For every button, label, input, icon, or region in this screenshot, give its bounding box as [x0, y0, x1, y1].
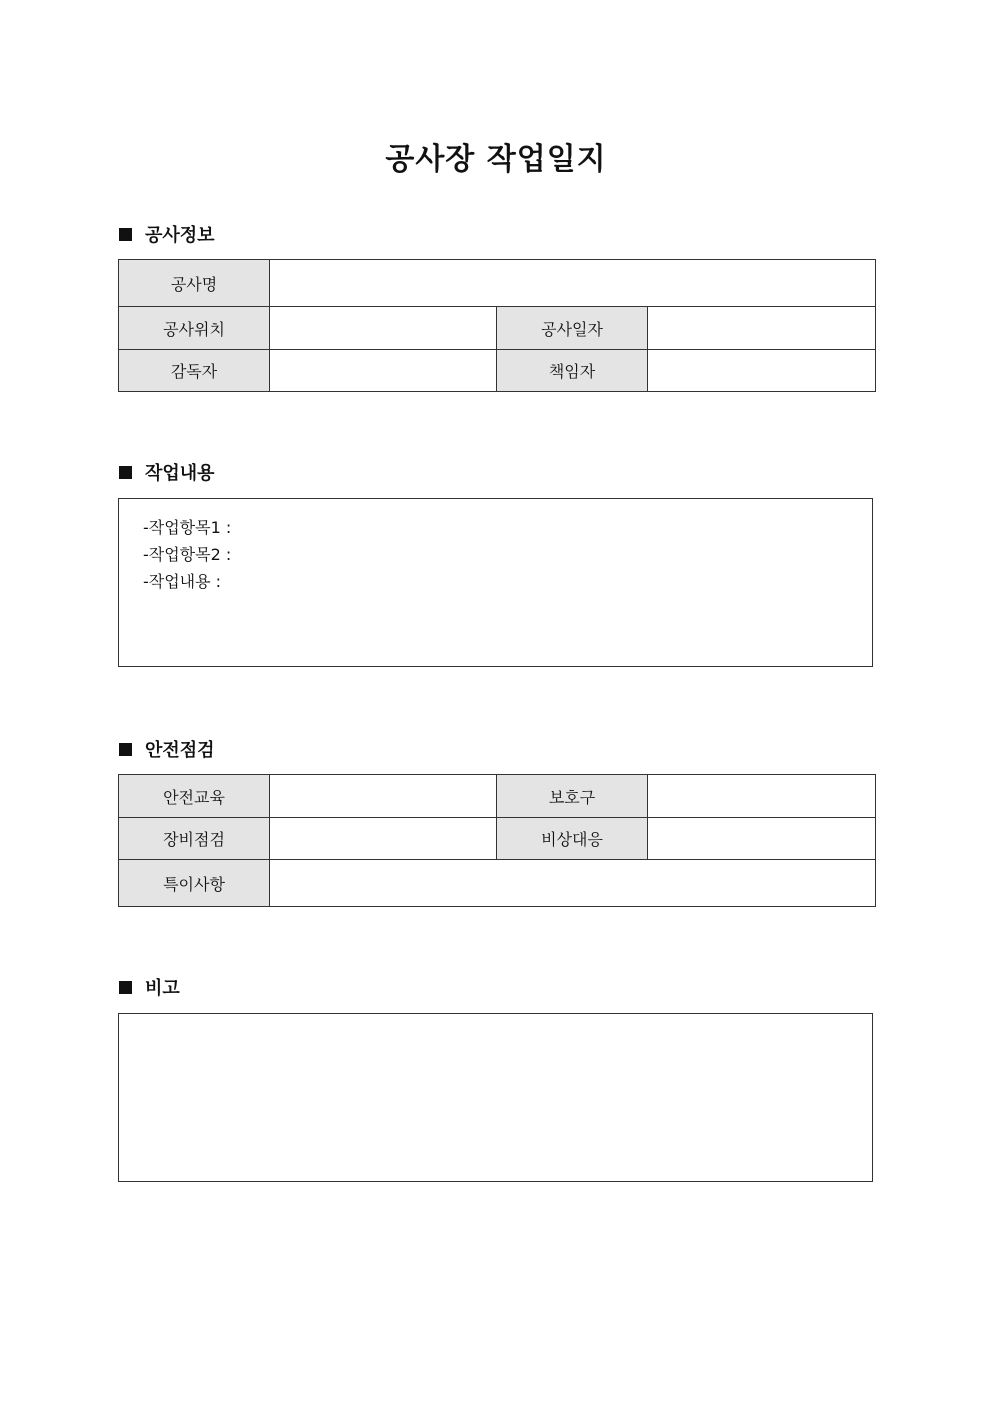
label-special-notes: 특이사항 — [119, 860, 270, 907]
label-location: 공사위치 — [119, 307, 270, 350]
info-table — [118, 259, 876, 392]
field-supervisor[interactable] — [270, 350, 497, 392]
label-emergency-response: 비상대응 — [497, 818, 648, 860]
square-bullet-icon — [119, 743, 132, 756]
field-equipment-check[interactable] — [270, 818, 497, 860]
label-date: 공사일자 — [497, 307, 648, 350]
label-protective-gear: 보호구 — [497, 775, 648, 818]
label-project-name: 공사명 — [119, 260, 270, 307]
safety-row-notes — [119, 860, 876, 907]
section-heading-info-label: 공사정보 — [145, 225, 215, 246]
field-safety-education[interactable] — [270, 775, 497, 818]
field-location[interactable] — [270, 307, 497, 350]
info-row-supervisor — [119, 350, 876, 392]
safety-row-equipment — [119, 818, 876, 860]
section-heading-remarks — [119, 975, 180, 999]
section-heading-remarks-label: 비고 — [145, 978, 180, 999]
info-row-name — [119, 260, 876, 307]
section-heading-work-label: 작업내용 — [145, 463, 215, 484]
section-heading-work — [119, 460, 215, 484]
field-project-name[interactable] — [270, 260, 876, 307]
remarks-box[interactable] — [118, 1013, 873, 1182]
field-date[interactable] — [648, 307, 876, 350]
square-bullet-icon — [119, 466, 132, 479]
work-line-3: -작업내용 : — [143, 572, 222, 591]
safety-table — [118, 774, 876, 907]
field-emergency-response[interactable] — [648, 818, 876, 860]
section-heading-safety — [119, 737, 215, 761]
square-bullet-icon — [119, 228, 132, 241]
field-manager[interactable] — [648, 350, 876, 392]
info-row-location — [119, 307, 876, 350]
label-manager: 책임자 — [497, 350, 648, 392]
page-title: 공사장 작업일지 — [385, 142, 607, 177]
label-equipment-check: 장비점검 — [119, 818, 270, 860]
field-protective-gear[interactable] — [648, 775, 876, 818]
section-heading-safety-label: 안전점검 — [145, 740, 215, 761]
square-bullet-icon — [119, 981, 132, 994]
label-safety-education: 안전교육 — [119, 775, 270, 818]
work-content-box[interactable] — [118, 498, 873, 667]
label-supervisor: 감독자 — [119, 350, 270, 392]
safety-row-education — [119, 775, 876, 818]
section-heading-info — [119, 222, 215, 246]
work-line-1: -작업항목1 : — [143, 518, 232, 537]
work-line-2: -작업항목2 : — [143, 545, 232, 564]
field-special-notes[interactable] — [270, 860, 876, 907]
